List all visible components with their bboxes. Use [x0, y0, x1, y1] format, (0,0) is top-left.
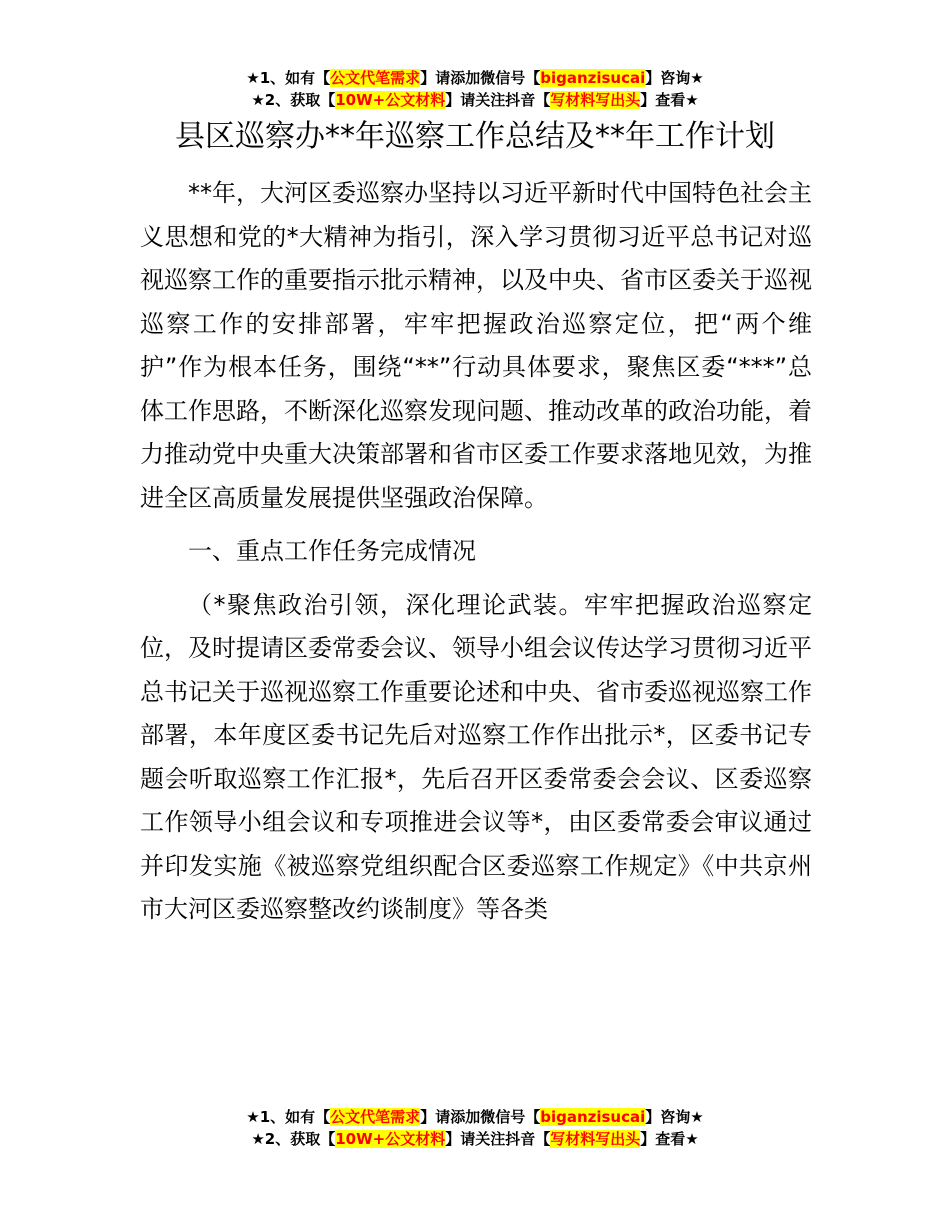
document-title: 县区巡察办**年巡察工作总结及**年工作计划	[175, 119, 775, 154]
footer-banner-line-2	[0, 1128, 950, 1150]
section-heading: 一、重点工作任务完成情况	[188, 537, 476, 565]
banner-line-2-suffix: 】查看★	[640, 91, 699, 109]
banner-line-2	[0, 89, 950, 111]
footer-line-2-prefix: ★2、获取【	[251, 1130, 336, 1148]
footer-banner	[0, 1106, 950, 1150]
document-body	[140, 172, 812, 932]
footer-highlight-wechat-id: biganzisucai	[540, 1108, 646, 1126]
footer-line-1-suffix: 】咨询★	[645, 1108, 704, 1126]
footer-line-1-prefix: ★1、如有【	[246, 1108, 331, 1126]
footer-highlight-materials: 10W+公文材料	[335, 1130, 446, 1148]
paragraph-intro: **年，大河区委巡察办坚持以习近平新时代中国特色社会主义思想和党的*大精神为指引，深入学习贯彻习近平总书记对巡视巡察工作的重要指示批示精神，以及中央、省市区委关于巡视巡察工作的安排部署，牢牢把握政治巡察定位，把“两个维护”作为根本任务，围绕“**”行动具体要求，聚焦区委“***”总体工作思路，不断深化巡察发现问题、推动改革的政治功能，着力推动党中央重大决策部署和省市区委工作要求落地见效，为推进全区高质量发展提供坚强政治保障。	[140, 179, 812, 512]
footer-highlight-ghostwriting: 公文代笔需求	[330, 1108, 421, 1126]
footer-highlight-douyin: 写材料写出头	[550, 1130, 641, 1148]
footer-line-2-suffix: 】查看★	[640, 1130, 699, 1148]
header-banner	[0, 67, 950, 111]
footer-line-2-mid: 】请关注抖音【	[445, 1130, 551, 1148]
banner-highlight-ghostwriting: 公文代笔需求	[330, 69, 421, 87]
banner-line-2-mid: 】请关注抖音【	[445, 91, 551, 109]
banner-line-1-mid: 】请添加微信号【	[420, 69, 541, 87]
paragraph-political-guidance: （*聚焦政治引领，深化理论武装。牢牢把握政治巡察定位，及时提请区委常委会议、领导小组会议传达学习贯彻习近平总书记关于巡视巡察工作重要论述和中央、省市委巡视巡察工作部署，本年度区委书记先后对巡察工作作出批示*，区委书记专题会听取巡察工作汇报*，先后召开区委常委会会议、区委巡察工作领导小组会议和专项推进会议等*，由区委常委会审议通过并印发实施《被巡察党组织配合区委巡察工作规定》《中共京州市大河区委巡察整改约谈制度》等各类	[140, 590, 812, 923]
banner-line-1	[0, 67, 950, 89]
footer-banner-line-1	[0, 1106, 950, 1128]
banner-highlight-douyin: 写材料写出头	[550, 91, 641, 109]
banner-line-1-suffix: 】咨询★	[645, 69, 704, 87]
banner-line-2-prefix: ★2、获取【	[251, 91, 336, 109]
footer-line-1-mid: 】请添加微信号【	[420, 1108, 541, 1126]
banner-line-1-prefix: ★1、如有【	[246, 69, 331, 87]
banner-highlight-wechat-id: biganzisucai	[540, 69, 646, 87]
banner-highlight-materials: 10W+公文材料	[335, 91, 446, 109]
